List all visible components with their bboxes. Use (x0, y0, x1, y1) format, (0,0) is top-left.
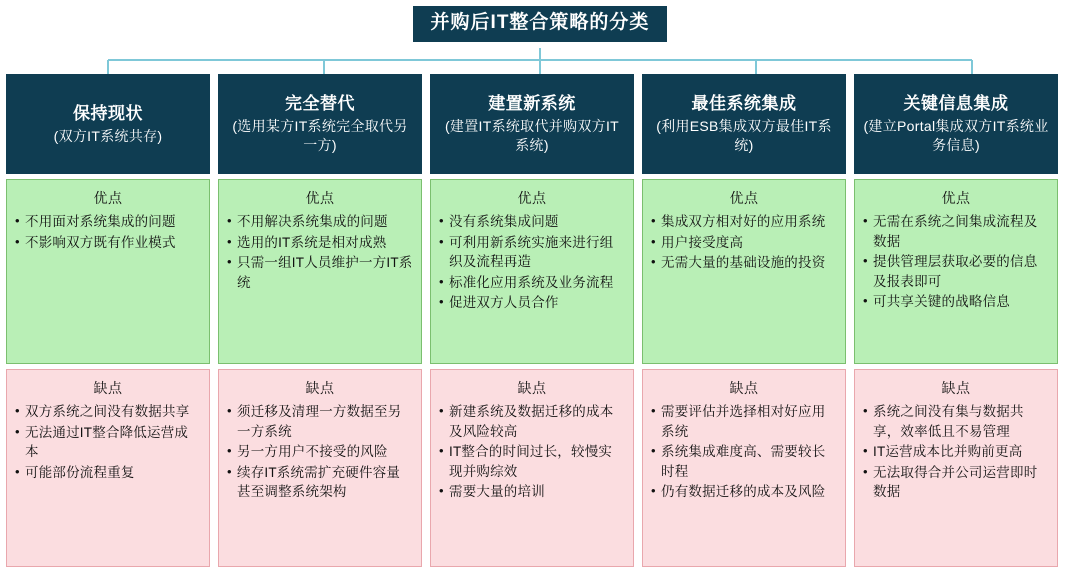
list-item: • 不用解决系统集成的问题 (227, 212, 413, 232)
list-item: • 仍有数据迁移的成本及风险 (651, 482, 837, 502)
list-item: • 新建系统及数据迁移的成本及风险较高 (439, 402, 625, 441)
strategy-columns (6, 74, 1074, 567)
pros-panel-2 (218, 179, 422, 364)
strategy-column-5 (854, 74, 1058, 567)
column-title-2: 完全替代 (285, 94, 355, 114)
cons-list-3 (439, 402, 625, 502)
strategy-column-3 (430, 74, 634, 567)
cons-label-5: 缺点 (941, 380, 971, 396)
column-header-1 (6, 74, 210, 174)
column-title-3: 建置新系统 (488, 94, 576, 114)
pros-label-4: 优点 (729, 190, 759, 206)
list-item: • 续存IT系统需扩充硬件容量甚至调整系统架构 (227, 463, 413, 502)
diagram-title-wrap (0, 6, 1080, 42)
cons-label-1: 缺点 (93, 380, 123, 396)
column-subtitle-5: (建立Portal集成双方IT系统业务信息) (863, 118, 1049, 154)
list-item: • 可能部份流程重复 (15, 463, 201, 483)
column-title-1: 保持现状 (73, 103, 143, 123)
column-subtitle-3: (建置IT系统取代并购双方IT系统) (444, 118, 620, 154)
column-subtitle-2: (选用某方IT系统完全取代另一方) (232, 118, 408, 154)
list-item: • 可利用新系统实施来进行组织及流程再造 (439, 233, 625, 272)
cons-panel-3 (430, 369, 634, 567)
list-item: • 用户接受度高 (651, 233, 837, 253)
column-header-4 (642, 74, 846, 174)
strategy-column-1 (6, 74, 210, 567)
pros-label-5: 优点 (941, 190, 971, 206)
cons-label-2: 缺点 (305, 380, 335, 396)
list-item: • 选用的IT系统是相对成熟 (227, 233, 413, 253)
list-item: • 没有系统集成问题 (439, 212, 625, 232)
pros-label-2: 优点 (305, 190, 335, 206)
column-title-4: 最佳系统集成 (691, 94, 797, 114)
list-item: • 无需大量的基础设施的投资 (651, 253, 837, 273)
cons-panel-2 (218, 369, 422, 567)
pros-label-3: 优点 (517, 190, 547, 206)
list-item: • 另一方用户不接受的风险 (227, 442, 413, 462)
column-title-5: 关键信息集成 (903, 94, 1009, 114)
list-item: • 无需在系统之间集成流程及数据 (863, 212, 1049, 251)
list-item: • 集成双方相对好的应用系统 (651, 212, 837, 232)
column-header-3 (430, 74, 634, 174)
list-item: • 系统集成难度高、需要较长时程 (651, 442, 837, 481)
list-item: • 需要评估并选择相对好应用系统 (651, 402, 837, 441)
strategy-column-2 (218, 74, 422, 567)
list-item: • 需要大量的培训 (439, 482, 625, 502)
list-item: • 系统之间没有集与数据共享，效率低且不易管理 (863, 402, 1049, 441)
cons-label-3: 缺点 (517, 380, 547, 396)
list-item: • 标准化应用系统及业务流程 (439, 273, 625, 293)
column-subtitle-1: (双方IT系统共存) (53, 127, 163, 144)
list-item: • 无法取得合并公司运营即时数据 (863, 463, 1049, 502)
list-item: • 不影响双方既有作业模式 (15, 233, 201, 253)
cons-list-4 (651, 402, 837, 502)
pros-list-2 (227, 212, 413, 292)
list-item: • 只需一组IT人员维护一方IT系统 (227, 253, 413, 292)
column-header-2 (218, 74, 422, 174)
page-title: 并购后IT整合策略的分类 (413, 6, 668, 42)
cons-panel-1 (6, 369, 210, 567)
cons-panel-5 (854, 369, 1058, 567)
pros-list-1 (15, 212, 201, 252)
list-item: • 促进双方人员合作 (439, 293, 625, 313)
cons-list-1 (15, 402, 201, 482)
cons-label-4: 缺点 (729, 380, 759, 396)
strategy-column-4 (642, 74, 846, 567)
list-item: • 不用面对系统集成的问题 (15, 212, 201, 232)
list-item: • IT整合的时间过长，较慢实现并购综效 (439, 442, 625, 481)
list-item: • 须迁移及清理一方数据至另一方系统 (227, 402, 413, 441)
list-item: • 无法通过IT整合降低运营成本 (15, 423, 201, 462)
cons-list-2 (227, 402, 413, 502)
cons-panel-4 (642, 369, 846, 567)
pros-label-1: 优点 (93, 190, 123, 206)
list-item: • 双方系统之间没有数据共享 (15, 402, 201, 422)
column-subtitle-4: (利用ESB集成双方最佳IT系统) (656, 118, 832, 154)
list-item: • 提供管理层获取必要的信息及报表即可 (863, 252, 1049, 291)
list-item: • 可共享关键的战略信息 (863, 292, 1049, 312)
cons-list-5 (863, 402, 1049, 502)
pros-list-3 (439, 212, 625, 313)
pros-panel-3 (430, 179, 634, 364)
pros-panel-1 (6, 179, 210, 364)
pros-list-4 (651, 212, 837, 273)
list-item: • IT运营成本比并购前更高 (863, 442, 1049, 462)
column-header-5 (854, 74, 1058, 174)
pros-panel-5 (854, 179, 1058, 364)
pros-list-5 (863, 212, 1049, 312)
pros-panel-4 (642, 179, 846, 364)
